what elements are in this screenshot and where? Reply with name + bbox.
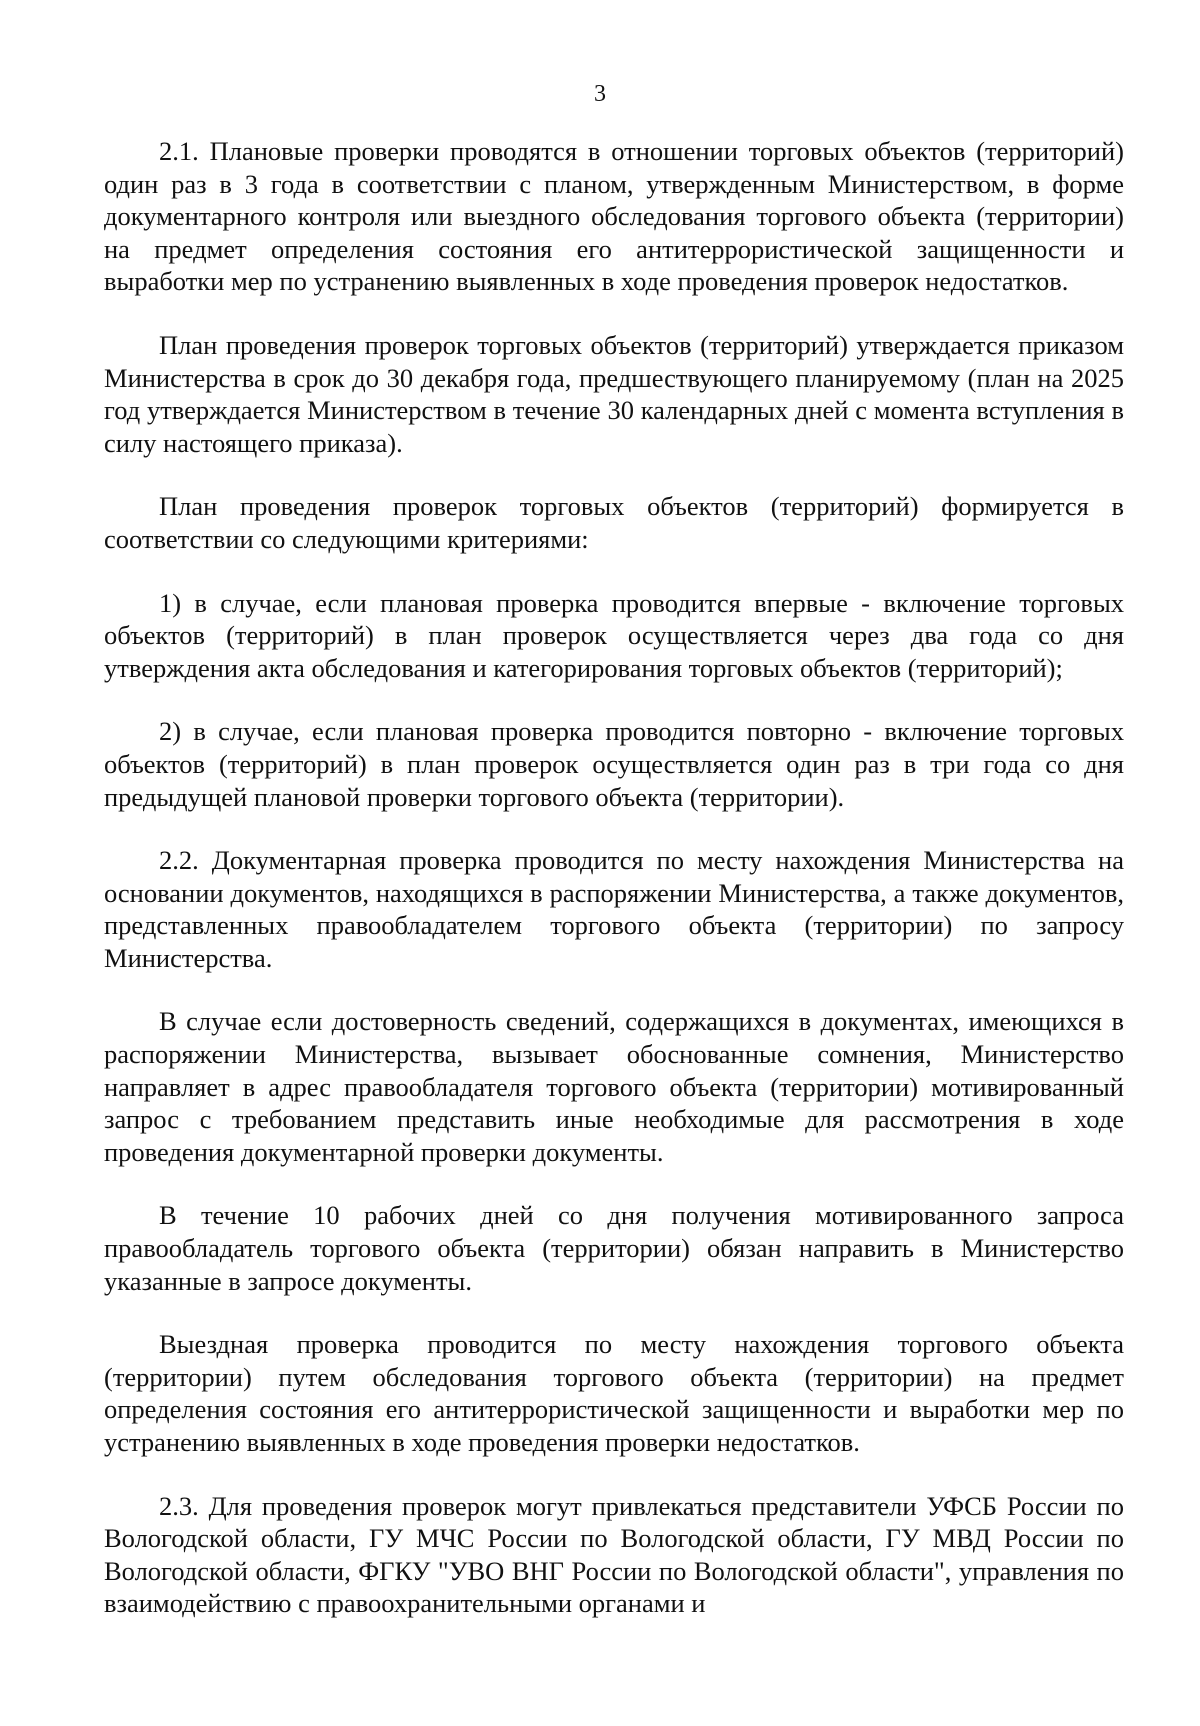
paragraph-doubt-request: В случае если достоверность сведений, содержащихся в документах, имеющихся в распоряжении Министерства, вызывает обоснованные сомнения, Министерство направляет в адрес правообладателя торгового объекта (территории) мотивированный запрос с требованием представить иные необходимые для рассмотрения в ходе проведения документарной проверки документы. bbox=[104, 1006, 1124, 1167]
paragraph-plan-approval: План проведения проверок торговых объектов (территорий) утверждается приказом Министерства в срок до 30 декабря года, предшествующего планируемому (план на 2025 год утверждается Министерством в течение 30 календарных дней с момента вступления в силу настоящего приказа). bbox=[104, 329, 1124, 458]
paragraph-2-1: 2.1. Плановые проверки проводятся в отношении торговых объектов (территорий) один раз в 3 года в соответствии с планом, утвержденным Министерством, в форме документарного контроля или выездного обследования торгового объекта (территории) на предмет определения состояния его антитеррористической защищенности и выработки мер по устранению выявленных в ходе проведения проверок недостатков. bbox=[104, 136, 1124, 297]
page-number: 3 bbox=[594, 81, 606, 107]
paragraph-criterion-2: 2) в случае, если плановая проверка проводится повторно - включение торговых объектов (территорий) в план проверок осуществляется один раз в три года со дня предыдущей плановой проверки торгового объекта (территории). bbox=[104, 716, 1124, 812]
paragraph-plan-criteria: План проведения проверок торговых объектов (территорий) формируется в соответствии со следующими критериями: bbox=[104, 491, 1124, 554]
paragraph-2-3: 2.3. Для проведения проверок могут привлекаться представители УФСБ России по Вологодской области, ГУ МЧС России по Вологодской области, ГУ МВД России по Вологодской области, ФГКУ "УВО ВНГ России по Вологодской области", управления по взаимодействию с правоохранительными органами и bbox=[104, 1490, 1124, 1619]
paragraph-2-2: 2.2. Документарная проверка проводится по месту нахождения Министерства на основании документов, находящихся в распоряжении Министерства, а также документов, представленных правообладателем торгового объекта (территории) по запросу Министерства. bbox=[104, 845, 1124, 973]
paragraph-response-deadline: В течение 10 рабочих дней со дня получения мотивированного запроса правообладатель торгового объекта (территории) обязан направить в Министерство указанные в запросе документы. bbox=[104, 1200, 1124, 1296]
paragraph-onsite-inspection: Выездная проверка проводится по месту нахождения торгового объекта (территории) путем обследования торгового объекта (территории) на предмет определения состояния его антитеррористической защищенности и выработки мер по устранению выявленных в ходе проведения проверки недостатков. bbox=[104, 1329, 1124, 1457]
document-body bbox=[104, 135, 1124, 1620]
paragraph-criterion-1: 1) в случае, если плановая проверка проводится впервые - включение торговых объектов (территорий) в план проверок осуществляется через два года со дня утверждения акта обследования и категорирования торговых объектов (территорий); bbox=[104, 587, 1124, 683]
